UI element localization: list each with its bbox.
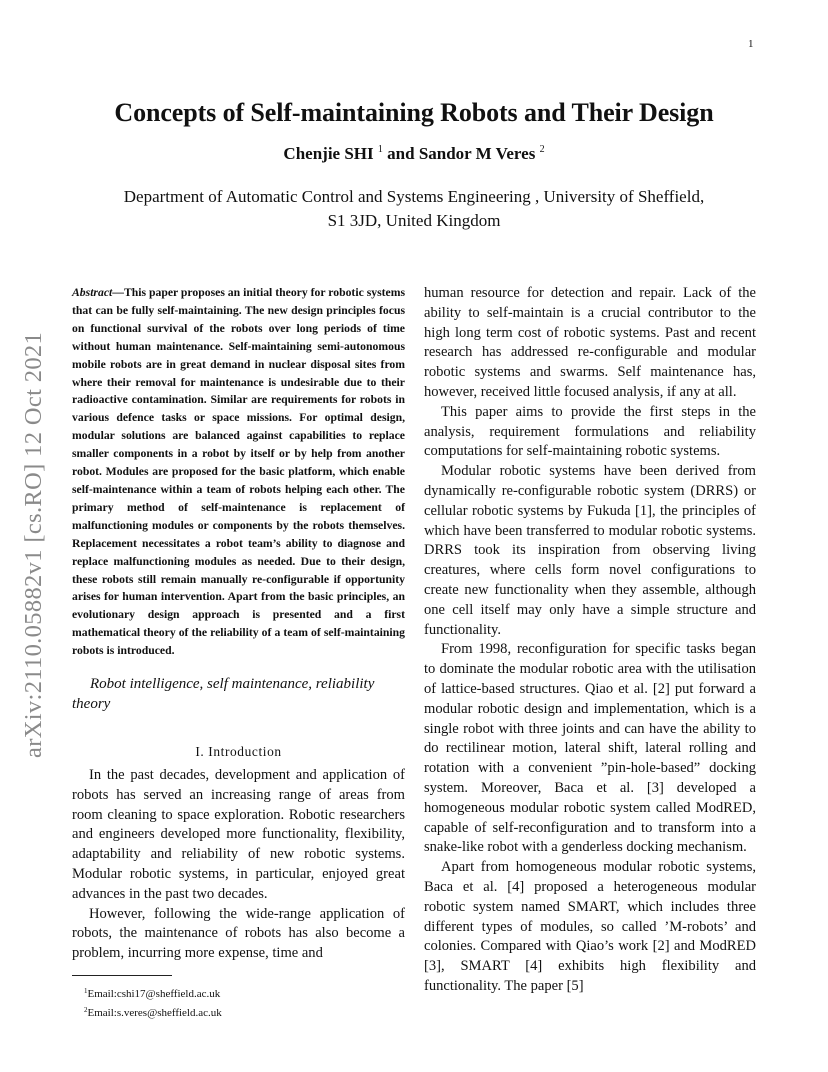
body-paragraph: In the past decades, development and application of robots has served an increasing range of areas from room cleaning to space exploration. Robotic researchers and engineers developed more functionality, flexibility, adaptability and reliability of new robotic systems. Modular robotic systems, in particular, enjoyed great advances in the past two decades. (72, 767, 405, 902)
body-paragraph: Modular robotic systems have been derived from dynamically re-configurable robotic system (DRRS) or cellular robotic systems by Fukuda [1], the principles of which have been transferred to modular robotic systems. DRRS took its inspiration from observing living creatures, where cells form novel configurations to create new functionality when they assemble, although one cell itself may only have a simple structure and functionality. (424, 463, 756, 638)
affiliation (60, 185, 768, 233)
affiliation-line-2: S1 3JD, United Kingdom (327, 211, 501, 230)
author-1-footnote-mark: 1 (377, 144, 383, 155)
author-connector: and (387, 144, 415, 163)
paper-title: Concepts of Self-maintaining Robots and Their Design (114, 98, 714, 127)
author-1-name: Chenjie SHI (283, 144, 374, 163)
footnotes (84, 983, 222, 1021)
footnote-2 (84, 1002, 222, 1021)
footnote-divider (72, 975, 172, 976)
author-2-footnote-mark: 2 (539, 144, 545, 155)
left-column (72, 284, 405, 964)
arxiv-stamp-text: arXiv:2110.05882v1 [cs.RO] 12 Oct 2021 (20, 331, 47, 758)
footnote-email: Email:cshi17@sheffield.ac.uk (87, 988, 221, 1000)
abstract-heading: Abstract (72, 286, 113, 299)
arxiv-identifier-stamp (20, 290, 56, 760)
footnote-mark: 2 (84, 1006, 88, 1014)
body-paragraph: However, following the wide-range application of robots, the maintenance of robots has also become a problem, incurring more expense, time and (72, 905, 405, 962)
body-paragraph: Apart from homogeneous modular robotic systems, Baca et al. [4] proposed a heterogeneous modular robotic system named SMART, which includes three different types of modules, so called ’M-robots’ and colonies. Compared with Qiao’s work [2] and ModRED [3], SMART [4] exhibits high flexibility and functionality. The paper [5] (424, 859, 756, 994)
abstract (72, 284, 405, 660)
footnote-mark: 1 (84, 987, 88, 995)
body-paragraph: From 1998, reconfiguration for specific tasks began to dominate the modular robotic area with the utilisation of lattice-based structures. Qiao et al. [2] put forward a modular robotic design and implementation, which is a single robot with three joints and can have the ability to do rectilinear motion, lateral shift, lateral rolling and rotation with a convenient ”pin-hole-based” docking system. Moreover, Baca et al. [3] developed a homogeneous modular robotic system called ModRED, capable of self-reconfiguration and to transform into a snake-like robot with a genderless docking mechanism. (424, 641, 756, 856)
abstract-dash: — (112, 286, 124, 299)
author-line (0, 144, 828, 164)
author-2-name: Sandor M Veres (418, 144, 536, 163)
section-heading-introduction (72, 744, 405, 760)
page-number: 1 (748, 38, 754, 50)
right-column (424, 284, 756, 997)
abstract-text: This paper proposes an initial theory for robotic systems that can be fully self-maintaining. The new design principles focus on functional survival of the robots over long periods of time without human maintenance. Self-maintaining semi-autonomous mobile robots are in great demand in nuclear disposal sites from where their removal for maintenance is undesirable due to their radioactive contamination. Similar are requirements for robots in various defence tasks or space missions. For optimal design, modular solutions are balanced against capabilities to replace smaller components in a robot by itself or by help from another robot. Modules are proposed for the basic platform, which enable self-maintenance within a team of robots helping each other. The primary method of self-maintenance is replacement of malfunctioning modules or components by the robots themselves. Replacement necessitates a robot team’s ability to diagnose and replace malfunctioning modules as needed. Due to their design, these robots still remain manually re-configurable if opportunity arises for human intervention. Apart from the basic principles, an evolutionary design approach is presented and a first mathematical theory of the reliability of a team of self-maintaining robots is introduced. (72, 286, 405, 658)
body-paragraph-continued: human resource for detection and repair. Lack of the ability to self-maintain is a crucial contributor to the high long term cost of robotic systems. Past and recent research has addressed re-configurable and modular robotic systems and swarms. Self maintenance has, however, received little focused analysis, if any at all. (424, 285, 756, 400)
footnote-email: Email:s.veres@sheffield.ac.uk (87, 1007, 222, 1019)
affiliation-line-1: Department of Automatic Control and Systems Engineering , University of Sheffield, (123, 187, 705, 206)
body-paragraph: This paper aims to provide the first steps in the analysis, requirement formulations and reliability computations for self-maintaining robotic systems. (424, 403, 756, 460)
footnote-1 (84, 983, 222, 1002)
index-terms: Robot intelligence, self maintenance, reliability theory (72, 676, 375, 713)
section-number: I. (195, 744, 205, 760)
section-title: Introduction (208, 744, 282, 760)
